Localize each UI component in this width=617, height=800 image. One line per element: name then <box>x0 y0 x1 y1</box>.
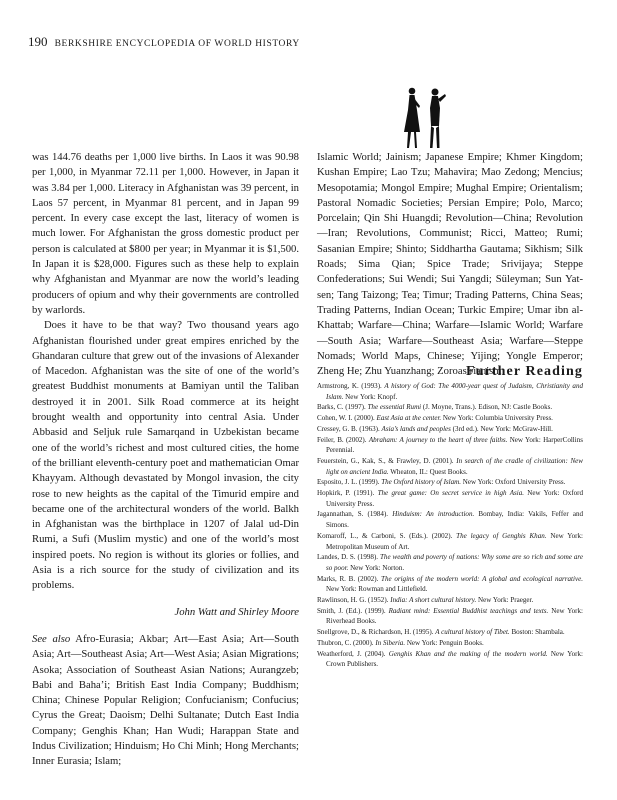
see-also-list-right: Islamic World; Jainism; Japanese Empire; Khmer Kingdom; Kushan Empire; Lao Tzu; Mahavira; Mao Zedong; Mencius; Mesopotamia; Mongol Empire; Mughal Empire; Orientalism; Pastoral Nomadic Societies; Persian Empire; Polo, Marco; Porcelain; Qin Shi Huangdi; Revolution—China; Revolution—Iran; Revolutions, Communist; Ricci, Matteo; Rumi; Sasanian Empire; Shinto; Siddhartha Gautama; Sikhism; Silk Roads; Sima Qian; Spice Trade; Srivijaya; Steppe Confederations; Sui Wendi; Sui Yangdi; Süleyman; Sun Yat-sen; Tang Taizong; Tea; Timur; Trading Patterns, China Seas; Trading Patterns, Indian Ocean; Turkic Empire; Umar ibn al-Khattab; Warfare—China; Warfare—Islamic World; Warfare—South Asia; Warfare—Southeast Asia; Warfare—Steppe Nomads; World Maps, Chinese; Yijing; Yongle Emperor; Zheng He; Zhu Yuanzhang; Zoroastrianism <box>317 152 583 378</box>
right-column <box>317 150 583 379</box>
running-header <box>28 34 300 50</box>
reference-item: Thubron, C. (2000). In Siberia. New York: Penguin Books. <box>317 638 484 647</box>
reference-item: Jagannathan, S. (1984). Hinduism: An introduction. Bombay, India: Vakils, Feffer and Simons. <box>317 510 583 530</box>
reference-item: Hopkirk, P. (1991). The great game: On secret service in high Asia. New York: Oxford University Press. <box>317 489 584 508</box>
further-reading-list <box>317 381 583 670</box>
page-number: 190 <box>28 34 48 49</box>
reference-item: Weatherford, J. (2004). Genghis Khan and the making of the modern world. New York: Crown Publishers. <box>317 649 583 669</box>
see-also-left <box>32 632 299 770</box>
reference-item: Feuerstein, G., Kak, S., & Frawley, D. (2001). In search of the cradle of civilization: New light on ancient India. Wheaton, IL: Quest Books. <box>317 456 583 476</box>
reference-item: Snellgrove, D., & Richardson, H. (1995). A cultural history of Tibet. Boston: Shambala. <box>317 628 565 637</box>
further-reading-heading: Further Reading <box>466 364 583 379</box>
reference-item: Komaroff, L., & Carboni, S. (Eds.). (2002). The legacy of Genghis Khan. New York: Metropolitan Museum of Art. <box>317 531 583 551</box>
see-also-list-left: Afro-Eurasia; Akbar; Art—East Asia; Art—South Asia; Art—Southeast Asia; Art—West Asia; Asian Migrations; Asoka; Association of Southeast Asian Nations; Aurangzeb; Babi and Baha’i; British East India Company; Buddhism; China; Chinese Popular Religion; Confucianism; Confucius; Cyrus the Great; Daoism; Delhi Sultanate; Dutch East India Company; Genghis Khan; Han Wudi; Harappan State and Indus Civilization; Hinduism; Ho Chi Minh; Hong Merchants; Inner Eurasia; Islam; <box>32 633 299 768</box>
reference-item: Cohen, W. I. (2000). East Asia at the center. New York: Columbia University Press. <box>317 414 553 423</box>
reference-item: Smith, J. (Ed.). (1999). Radiant mind: Essential Buddhist teachings and texts. New York: Riverhead Books. <box>317 606 583 626</box>
book-title: BERKSHIRE ENCYCLOPEDIA OF WORLD HISTORY <box>54 39 300 49</box>
reference-item: Marks, R. B. (2002). The origins of the modern world: A global and ecological narrative. New York: Rowman and Littlefield. <box>317 574 583 594</box>
reference-item: Rawlinson, H. G. (1952). India: A short cultural history. New York: Praeger. <box>317 596 534 605</box>
reference-item: Feiler, B. (2002). Abraham: A journey to the heart of three faiths. New York: HarperCollins Perennial. <box>317 435 583 455</box>
body-paragraph-2: Does it have to be that way? Two thousand years ago Afghanistan flourished under great empires enriched by the Ghandaran culture that grew out of the invasions of Alexander of Macedon. Afghanistan was the site of one of the world’s greatest Buddhist monuments at Bamiyan until the Taliban destroyed it in 2001. Silk Road commerce at its height brought wealth and opportunity into central Asia. Under Abbasid and Seljuk rule Samarqand in Uzbekistan became one of the world’s richest and most cultured cities, the home of the brilliant eleventh-century poet and mathematician Omar Khayyam. Although devastated by Mongol invasion, the city rose to new heights as the capital of the Timurid empire and became one of the architectural wonders of the world. Balkh in Afghanistan was the birthplace in 1207 of Jalal ud-Din Rumi, a Sufi (Muslim mystic) and one of the world’s most inspired poets. No region is without its glories or follies, and Asia is a rich source for the study of civilization and its problems. <box>32 320 299 592</box>
see-also-label: See also <box>32 633 71 645</box>
left-column <box>32 150 299 770</box>
reference-item: Cressey, G. B. (1963). Asia’s lands and peoples (3rd ed.). New York: McGraw-Hill. <box>317 424 553 433</box>
reference-item: Esposito, J. L. (1999). The Oxford history of Islam. New York: Oxford University Press. <box>317 478 566 487</box>
reference-item: Armstrong, K. (1993). A history of God: The 4000-year quest of Judaism, Christianity and Islam. New York: Knopf. <box>317 382 583 401</box>
body-paragraph-1: was 144.76 deaths per 1,000 live births. In Laos it was 90.98 per 1,000, in Myanmar 72.11 per 1,000. However, in Japan it was 3.84 per 1,000. Literacy in Afghanistan was 39 percent, in Laos 57 percent, in Myanmar 81 percent, and in Japan 99 percent. In every case except the last, literacy of women is much lower. For Afghanistan the gross domestic product per person is calculated at $800 per year; in Myanmar it is $1,500. In Japan it is $28,000. Figures such as these help to explain why Afghanistan and Myanmar are now the world’s leading producers of opium and why their governments are controlled by warlords. <box>32 152 299 316</box>
reference-item: Landes, D. S. (1998). The wealth and poverty of nations: Why some are so rich and some are so poor. New York: Norton. <box>317 553 583 572</box>
author-byline: John Watt and Shirley Moore <box>174 606 299 618</box>
reference-item: Barks, C. (1997). The essential Rumi (J. Moyne, Trans.). Edison, NJ: Castle Books. <box>317 403 553 412</box>
two-figures-silhouette-icon <box>398 86 450 150</box>
